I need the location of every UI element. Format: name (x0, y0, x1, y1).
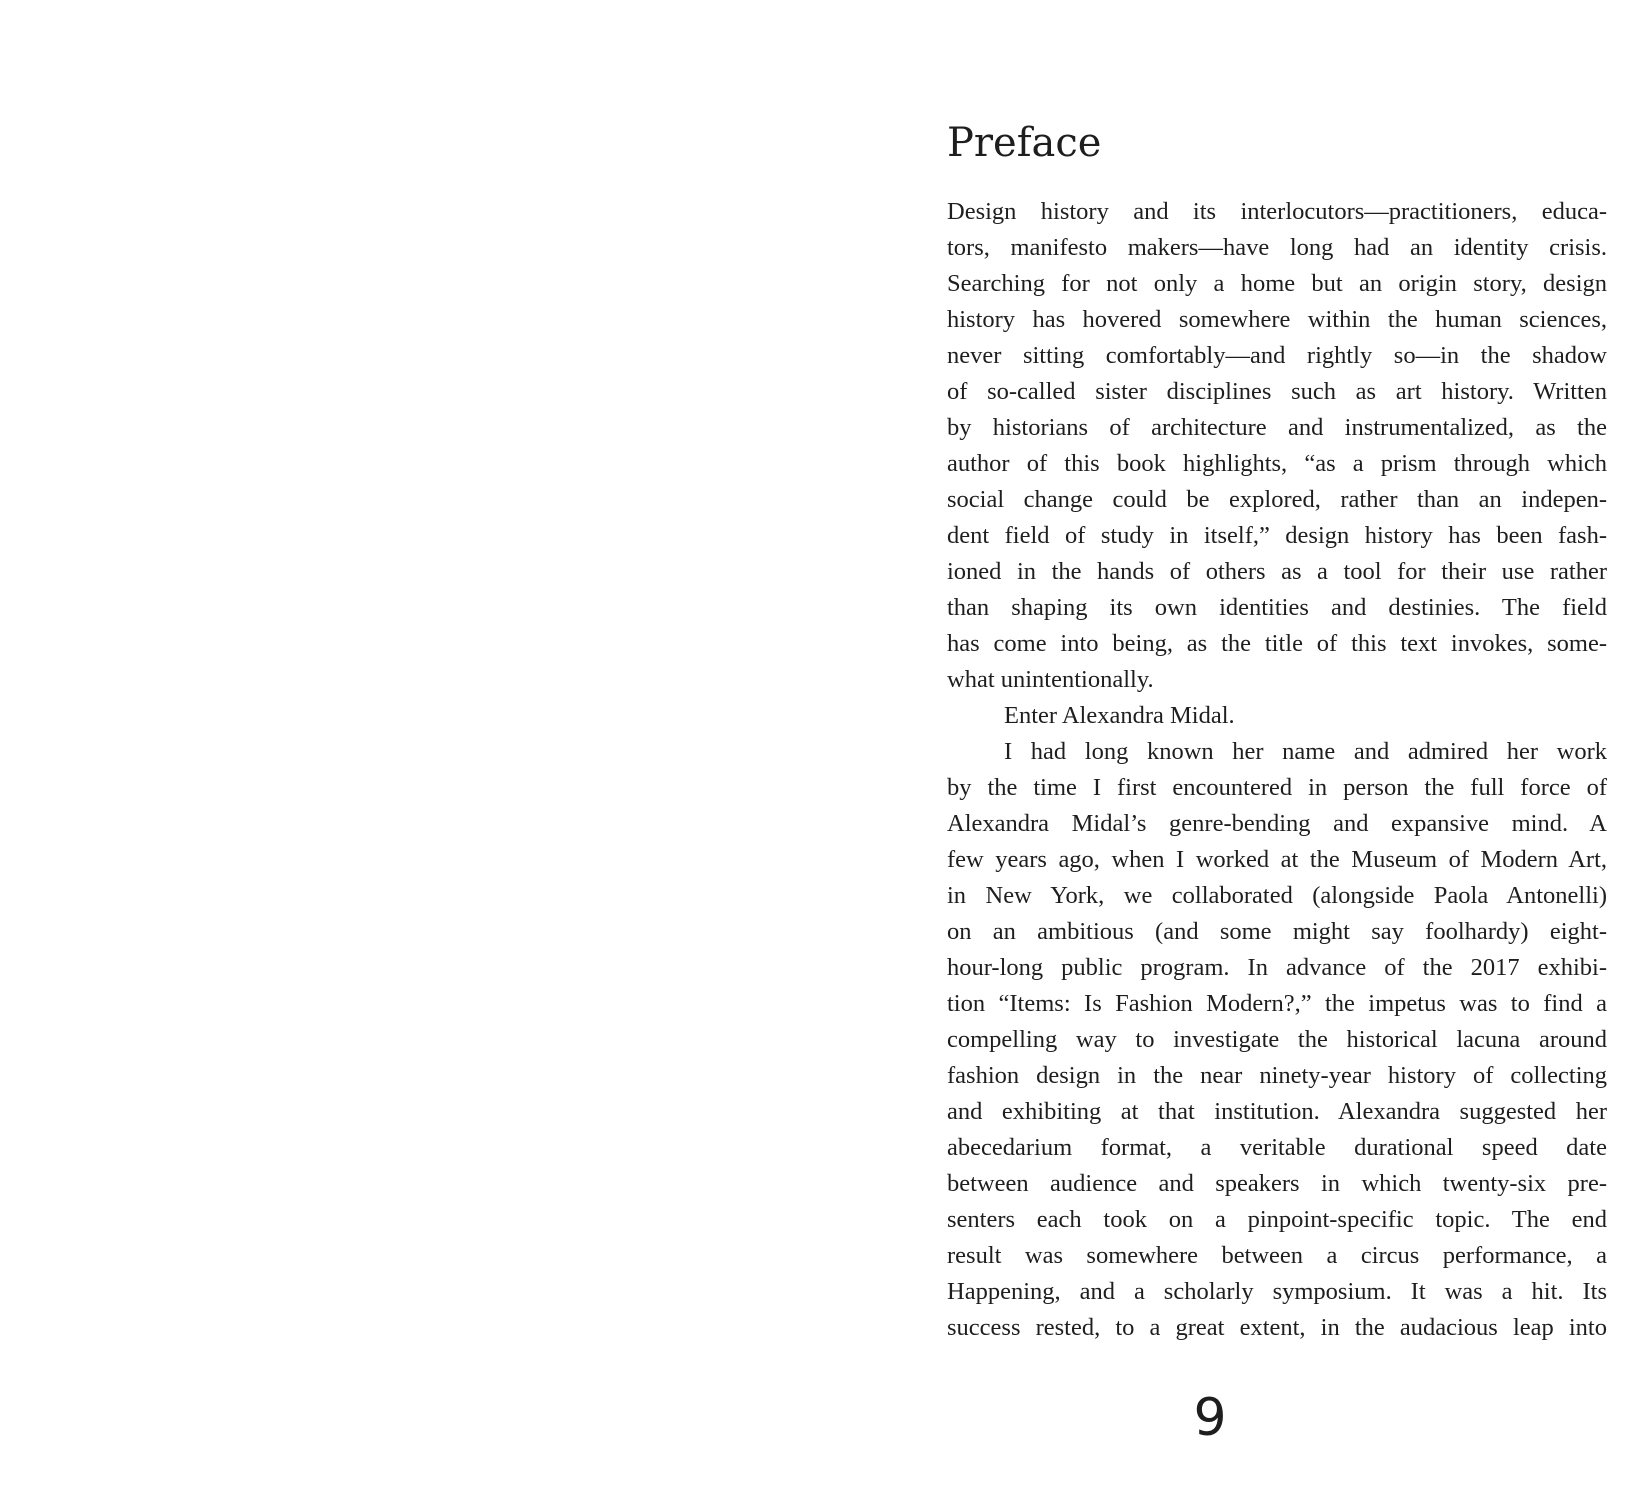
text-line: dent field of study in itself,” design history has been fash- (947, 522, 1607, 549)
body-text (947, 194, 1607, 1346)
text-line: success rested, to a great extent, in the audacious leap into (947, 1314, 1607, 1341)
page-title: Preface (947, 120, 1102, 166)
text-line: Happening, and a scholarly symposium. It was a hit. Its (947, 1278, 1607, 1305)
text-line: compelling way to investigate the historical lacuna around (947, 1026, 1607, 1053)
text-line: has come into being, as the title of this text invokes, some- (947, 630, 1607, 657)
text-line: tors, manifesto makers—have long had an identity crisis. (947, 234, 1607, 261)
text-line: of so-called sister disciplines such as art history. Written (947, 378, 1607, 405)
text-line: never sitting comfortably—and rightly so—in the shadow (947, 342, 1607, 369)
right-page (825, 0, 1650, 1500)
text-line: and exhibiting at that institution. Alexandra suggested her (947, 1098, 1607, 1125)
text-line: I had long known her name and admired her work (1004, 738, 1607, 765)
text-line: on an ambitious (and some might say foolhardy) eight- (947, 918, 1607, 945)
text-line: Searching for not only a home but an origin story, design (947, 270, 1607, 297)
text-line: history has hovered somewhere within the human sciences, (947, 306, 1607, 333)
text-line: by historians of architecture and instrumentalized, as the (947, 414, 1607, 441)
text-line: abecedarium format, a veritable durational speed date (947, 1134, 1607, 1161)
text-line: few years ago, when I worked at the Museum of Modern Art, (947, 846, 1607, 873)
page-number: 9 (1193, 1388, 1227, 1448)
text-line: Alexandra Midal’s genre-bending and expansive mind. A (947, 810, 1607, 837)
text-line: Design history and its interlocutors—practitioners, educa- (947, 198, 1607, 225)
text-line: social change could be explored, rather than an indepen- (947, 486, 1607, 513)
text-line: fashion design in the near ninety-year history of collecting (947, 1062, 1607, 1089)
text-line: ioned in the hands of others as a tool for their use rather (947, 558, 1607, 585)
text-line: what unintentionally. (947, 666, 1154, 693)
text-line: Enter Alexandra Midal. (1004, 702, 1235, 729)
text-line: author of this book highlights, “as a prism through which (947, 450, 1607, 477)
text-line: between audience and speakers in which twenty-six pre- (947, 1170, 1607, 1197)
text-line: senters each took on a pinpoint-specific topic. The end (947, 1206, 1607, 1233)
text-line: in New York, we collaborated (alongside Paola Antonelli) (947, 882, 1607, 909)
text-line: result was somewhere between a circus performance, a (947, 1242, 1607, 1269)
text-line: tion “Items: Is Fashion Modern?,” the impetus was to find a (947, 990, 1607, 1017)
text-line: than shaping its own identities and destinies. The field (947, 594, 1607, 621)
text-line: hour-long public program. In advance of the 2017 exhibi- (947, 954, 1607, 981)
text-line: by the time I first encountered in person the full force of (947, 774, 1607, 801)
